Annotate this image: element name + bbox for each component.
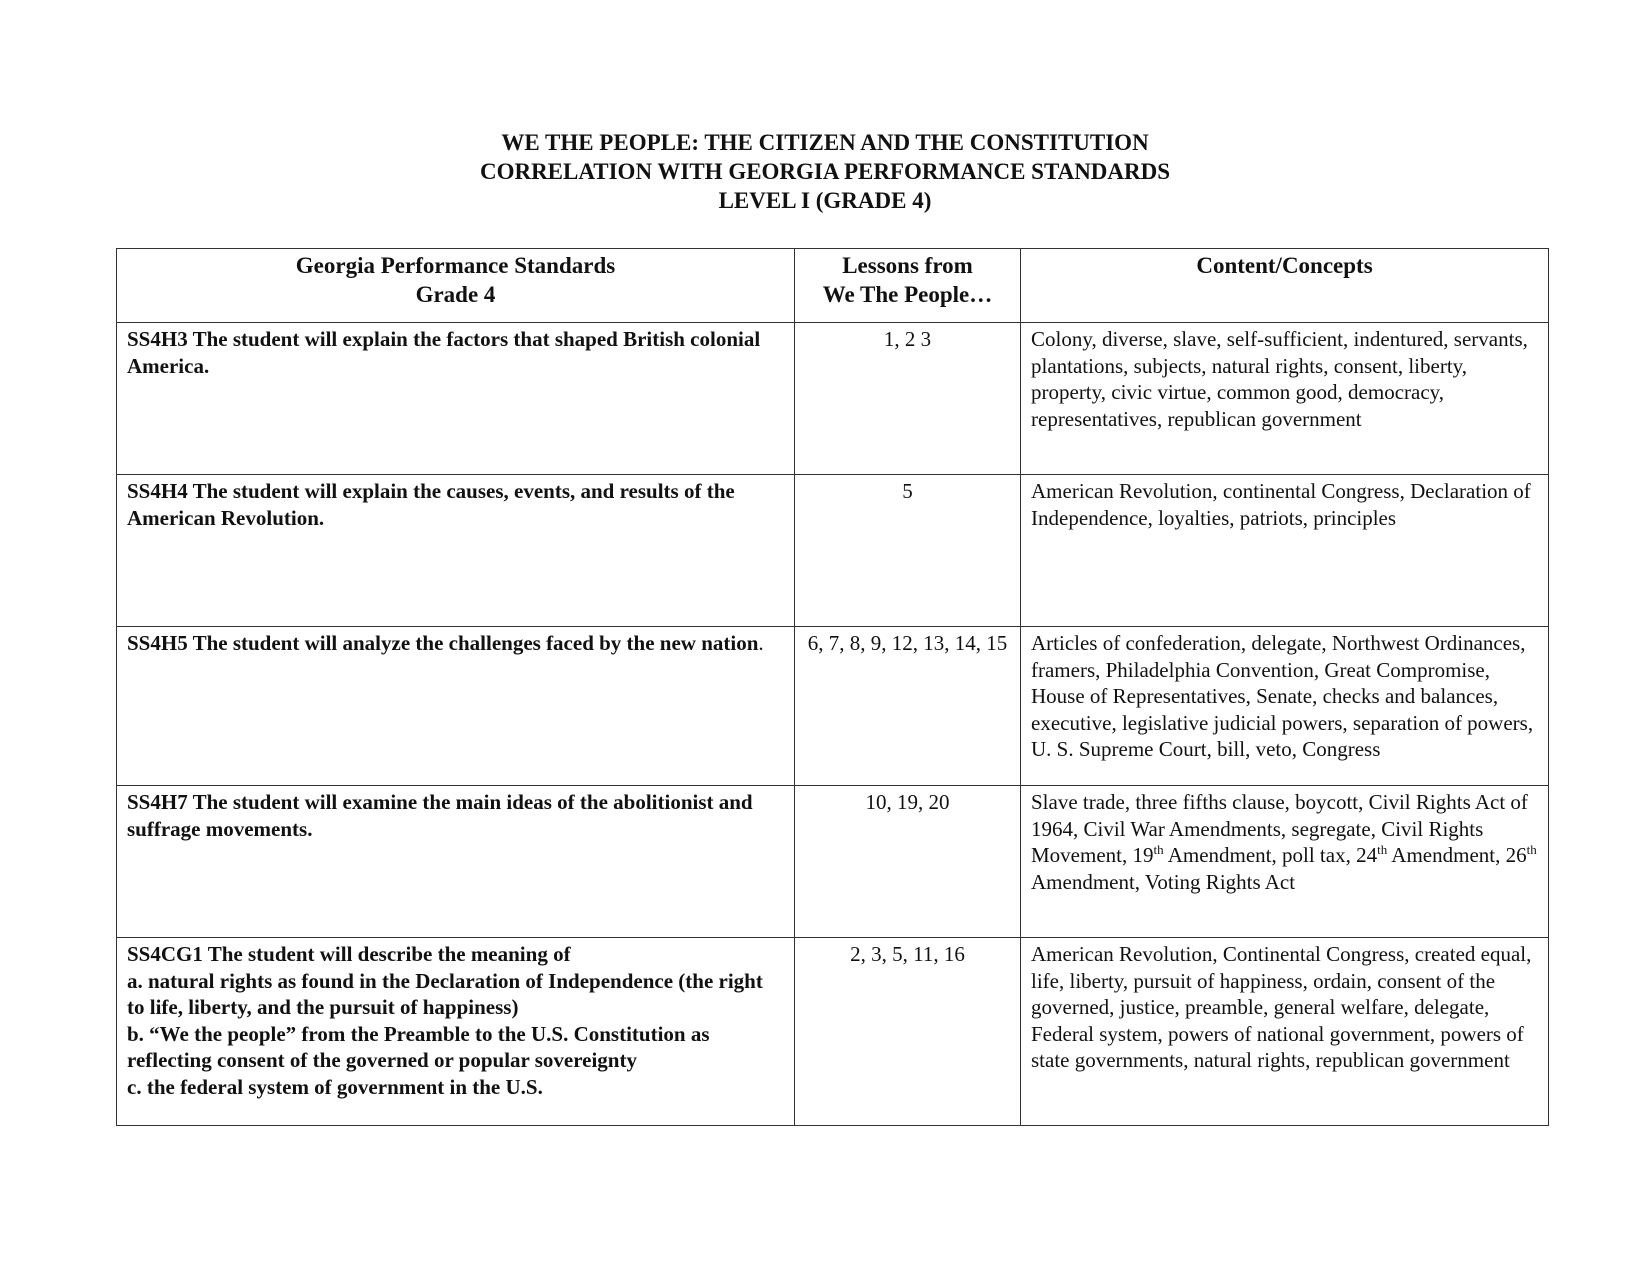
content-text-b: Amendment, poll tax, 24 [1163,843,1378,867]
content-cell: American Revolution, continental Congress, Declaration of Independence, loyalties, patriots, principles [1021,475,1549,627]
content-text-c: Amendment, 26 [1387,843,1527,867]
standard-cell: SS4H3 The student will explain the factors that shaped British colonial America. [117,323,795,475]
superscript-th: th [1377,842,1388,857]
content-cell: Colony, diverse, slave, self-sufficient, indentured, servants, plantations, subjects, natural rights, consent, liberty, property, civic virtue, common good, democracy, representatives, republican government [1021,323,1549,475]
standard-cell: SS4H4 The student will explain the causes, events, and results of the American Revolution. [117,475,795,627]
content-cell: Articles of confederation, delegate, Northwest Ordinances, framers, Philadelphia Convention, Great Compromise, House of Representatives, Senate, checks and balances, executive, legislative judicial powers, separation of powers, U. S. Supreme Court, bill, veto, Congress [1021,627,1549,786]
content-text-a: Slave trade, three fifths clause, boycott, Civil Rights Act of 1964, Civil War Amendments, segregate, Civil Rights Movement, 19 [1031,790,1528,867]
content-cell [1021,786,1549,938]
lessons-cell: 6, 7, 8, 9, 12, 13, 14, 15 [795,627,1021,786]
content-cell: American Revolution, Continental Congress, created equal, life, liberty, pursuit of happiness, ordain, consent of the governed, justice, preamble, general welfare, delegate, Federal system, powers of national government, powers of state governments, natural rights, republican government [1021,938,1549,1126]
header-standards-line1: Georgia Performance Standards [295,253,616,278]
standard-line-3: b. “We the people” from the Preamble to the U.S. Constitution as reflecting consent of the governed or popular sovereignty [127,1021,710,1072]
standard-line-4: c. the federal system of government in the U.S. [127,1074,543,1099]
standard-text-tail: . [758,631,764,655]
title-line-3: LEVEL I (GRADE 4) [718,188,932,213]
superscript-th: th [1526,842,1537,857]
table-row [117,475,1549,627]
document-title [0,128,1650,215]
header-standards [117,249,795,323]
header-standards-line2: Grade 4 [415,282,496,307]
title-line-1: WE THE PEOPLE: THE CITIZEN AND THE CONSTITUTION [501,130,1149,155]
table-header-row [117,249,1549,323]
lessons-cell: 10, 19, 20 [795,786,1021,938]
lessons-cell: 1, 2 3 [795,323,1021,475]
header-content-label: Content/Concepts [1196,253,1373,278]
lessons-cell: 5 [795,475,1021,627]
table-row [117,323,1549,475]
header-lessons [795,249,1021,323]
correlation-table [116,248,1549,1126]
standard-cell: SS4H7 The student will examine the main ideas of the abolitionist and suffrage movements. [117,786,795,938]
standard-line-2: a. natural rights as found in the Declaration of Independence (the right to life, liberty, and the pursuit of happiness) [127,968,763,1019]
title-line-2: CORRELATION WITH GEORGIA PERFORMANCE STANDARDS [479,159,1171,184]
header-lessons-line1: Lessons from [842,253,973,278]
content-text-d: Amendment, Voting Rights Act [1031,869,1296,894]
table-row [117,786,1549,938]
standard-cell [117,627,795,786]
lessons-cell: 2, 3, 5, 11, 16 [795,938,1021,1126]
table-row [117,627,1549,786]
table-row [117,938,1549,1126]
superscript-th: th [1153,842,1164,857]
header-lessons-line2: We The People… [822,282,993,307]
standard-cell [117,938,795,1126]
header-content [1021,249,1549,323]
standard-text: SS4H5 The student will analyze the challenges faced by the new nation [127,631,759,655]
standard-line-1: SS4CG1 The student will describe the meaning of [127,942,571,966]
